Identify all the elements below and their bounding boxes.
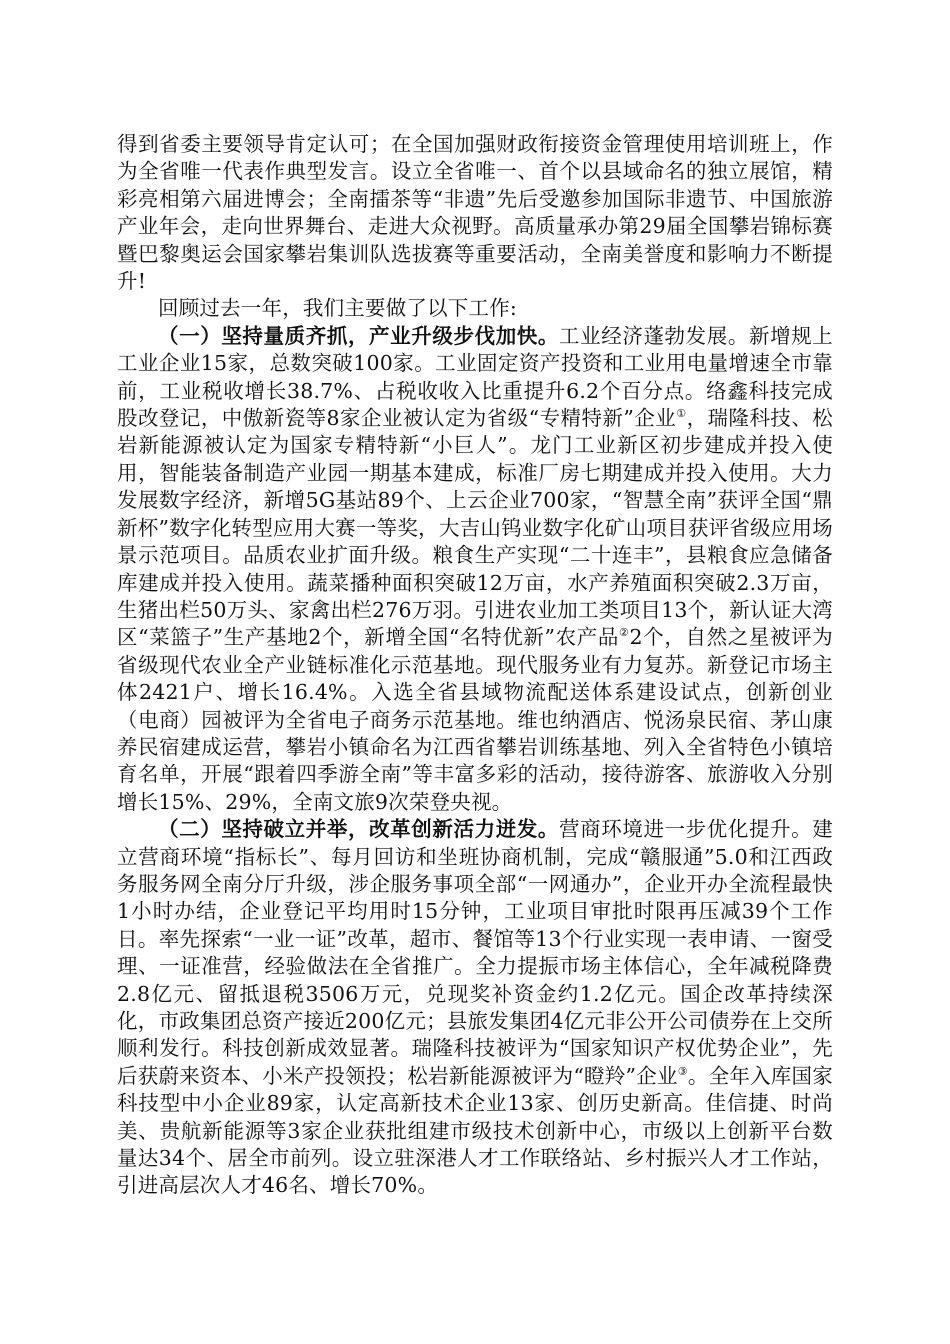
section-heading: （二）坚持破立并举，改革创新活力迸发。 <box>158 817 560 842</box>
paragraph-text: ，瑞隆科技、松岩新能源被认定为国家专精特新“小巨人”。龙门工业新区初步建成并投入使用，智能装备制造产业园一期基本建成，标准厂房七期建成并投入使用。大力发展数字经济，新增5G基站89个、上云企业700家，“智慧全南”获评全国“鼎新杯”数字化转型应用大赛一等奖，大吉山钨业数字化矿山项目获评省级应用场景示范项目。品质农业扩面升级。粮食生产实现“二十连丰”，县粮食应急储备库建成并投入使用。蔬菜播种面积突破12万亩，水产养殖面积突破2.3万亩，生猪出栏50万头、家禽出栏276万羽。引进农业加工类项目13个，新认证大湾区“菜篮子”生产基地2个，新增全国“名特优新”农产品 <box>117 406 834 650</box>
paragraph-section-one <box>117 323 833 816</box>
paragraph-text: 工业经济蓬勃发展。新增规上工业企业15家，总数突破100家。工业固定资产投资和工业用电量增速全市靠前，工业税收增长38.7%、占税收收入比重提升6.2个百分点。络鑫科技完成股改登记，中傲新瓷等8家企业被认定为省级“专精特新”企业 <box>117 323 833 431</box>
footnote-mark: ③ <box>677 1064 688 1078</box>
paragraph-text: 2个，自然之星被评为省级现代农业全产业链标准化示范基地。现代服务业有力复苏。新登记市场主体2421户、增长16.4%。入选全省县域物流配送体系建设试点，创新创业（电商）园被评为全省电子商务示范基地。维也纳酒店、悦汤泉民宿、茅山康养民宿建成运营，攀岩小镇命名为江西省攀岩训练基地、列入全省特色小镇培育名单，开展“跟着四季游全南”等丰富多彩的活动，接待游客、旅游收入分别增长15%、29%，全南文旅9次荣登央视。 <box>117 625 833 814</box>
paragraph-section-two <box>117 816 833 1200</box>
section-heading: （一）坚持量质齐抓，产业升级步伐加快。 <box>158 323 560 348</box>
footnote-mark: ① <box>676 407 687 421</box>
paragraph-review <box>117 295 833 322</box>
paragraph-text: 回顾过去一年，我们主要做了以下工作: <box>158 296 518 321</box>
paragraph-text: 营商环境进一步优化提升。建立营商环境“指标长”、每月回访和坐班协商机制，完成“赣服通”5.0和江西政务服务网全南分厅升级，涉企服务事项全部“一网通办”，企业开办全流程最快1小时办结，企业登记平均用时15分钟，工业项目审批时限再压减39个工作日。率先探索“一业一证”改革，超市、餐馆等13个行业实现一表申请、一窗受理、一证准营，经验做法在全省推广。全力提振市场主体信心，全年减税降费2.8亿元、留抵退税3506万元，兑现奖补资金约1.2亿元。国企改革持续深化，市政集团总资产接近200亿元；县旅发集团4亿元非公开公司债券在上交所顺利发行。科技创新成效显著。瑞隆科技被评为“国家知识产权优势企业”，先后获蔚来资本、小米产投领投；松岩新能源被评为“瞪羚”企业 <box>117 817 833 1088</box>
paragraph-text: 。全年入库国家科技型中小企业89家，认定高新技术企业13家、创历史新高。佳信捷、时尚美、贵航新能源等3家企业获批组建市级技术创新中心，市级以上创新平台数量达34个、居全市前列。设立驻深港人才工作联络站、乡村振兴人才工作站，引进高层次人才46名、增长70%。 <box>117 1063 833 1198</box>
paragraph-text: 得到省委主要领导肯定认可；在全国加强财政衔接资金管理使用培训班上，作为全省唯一代表作典型发言。设立全省唯一、首个以县域命名的独立展馆，精彩亮相第六届进博会；全南擂茶等“非遗”先后受邀参加国际非遗节、中国旅游产业年会，走向世界舞台、走进大众视野。高质量承办第29届全国攀岩锦标赛暨巴黎奥运会国家攀岩集训队选拔赛等重要活动，全南美誉度和影响力不断提升! <box>117 132 833 294</box>
document-body <box>117 131 833 1200</box>
footnote-mark: ② <box>619 626 630 640</box>
paragraph-intro <box>117 131 833 295</box>
